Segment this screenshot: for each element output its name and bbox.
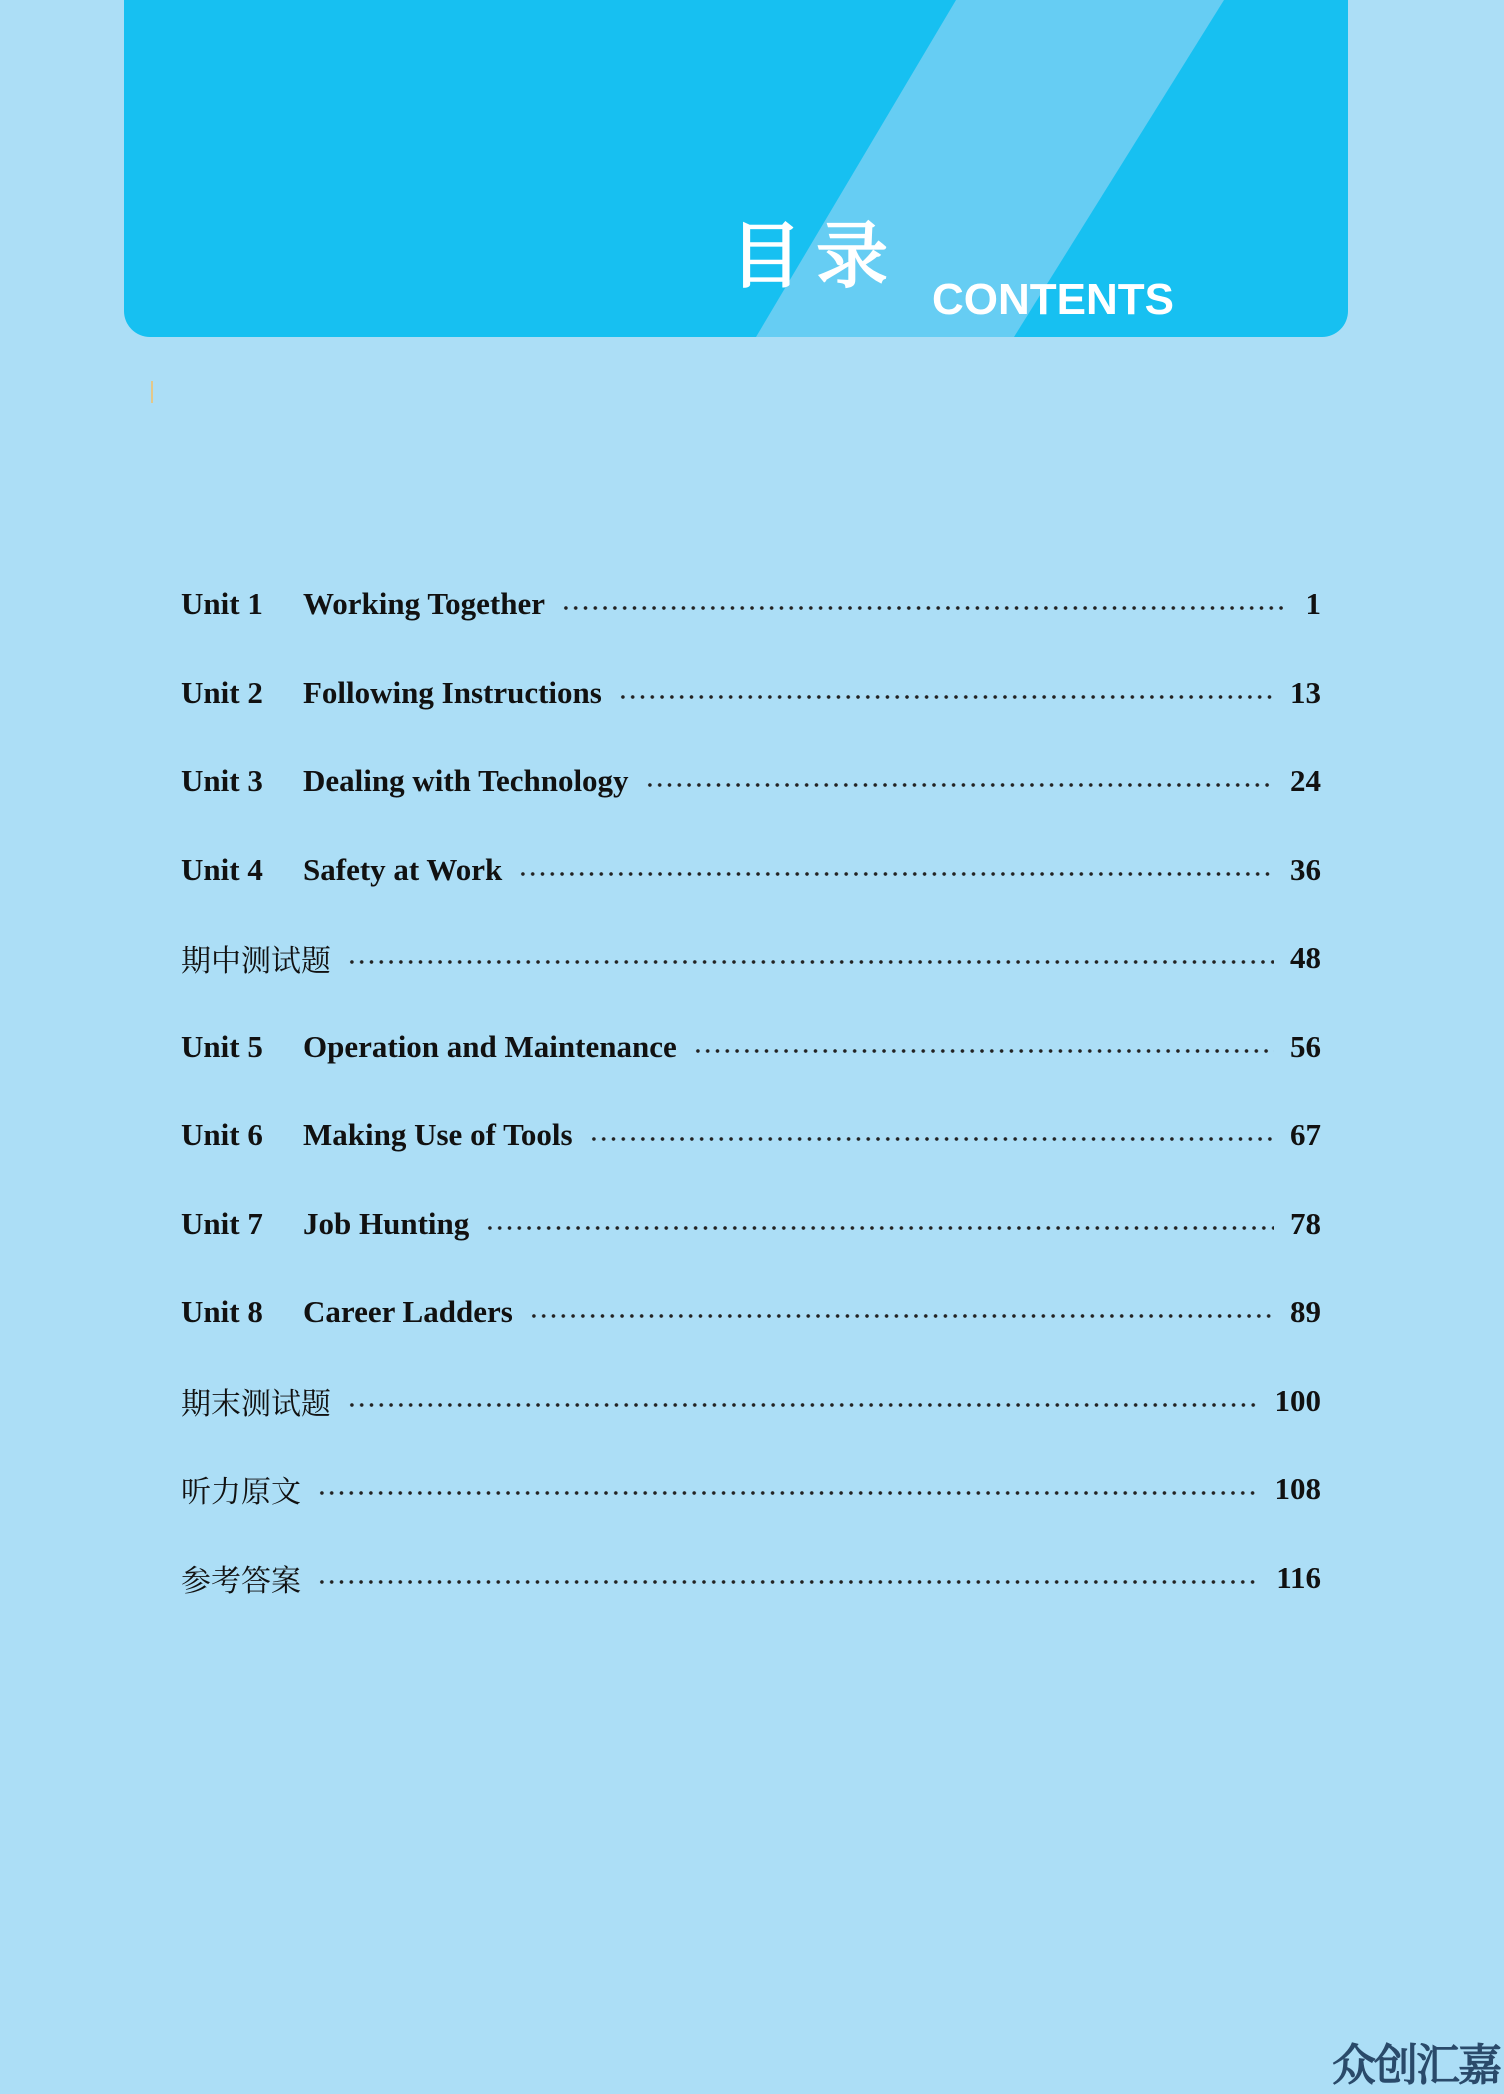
dot-leader (485, 1226, 1274, 1230)
toc-unit-number: Unit 5 (181, 1028, 263, 1064)
toc-unit-number: Unit 1 (181, 586, 263, 622)
toc-page-number: 1 (1305, 586, 1321, 622)
toc-entry-unit-6[interactable] (181, 1091, 1321, 1180)
dot-leader (317, 1491, 1259, 1495)
toc-entry-unit-8[interactable] (181, 1268, 1321, 1357)
toc-page-number: 89 (1290, 1294, 1321, 1330)
toc-page-number: 116 (1276, 1559, 1321, 1595)
toc-entry-title: Career Ladders (303, 1294, 513, 1330)
toc-entry-unit-1[interactable] (181, 560, 1321, 649)
toc-entry-title: Job Hunting (303, 1205, 470, 1241)
toc-entry-title: 参考答案 (181, 1563, 301, 1599)
toc-page-number: 67 (1290, 1117, 1321, 1153)
toc-page-number: 78 (1290, 1205, 1321, 1241)
dot-leader (618, 695, 1274, 699)
watermark-logo: 众创汇嘉 (1332, 2040, 1500, 2091)
toc-entry-unit-3[interactable] (181, 737, 1321, 826)
margin-mark (151, 381, 153, 403)
dot-leader (645, 783, 1274, 787)
toc-entry-title: Dealing with Technology (303, 763, 629, 799)
toc-entry-unit-5[interactable] (181, 1003, 1321, 1092)
toc-entry-listening-scripts[interactable] (181, 1445, 1321, 1534)
toc-entry-unit-2[interactable] (181, 649, 1321, 738)
toc-entry-title: Following Instructions (303, 674, 602, 710)
toc-entry-title: Working Together (303, 586, 546, 622)
toc-entry-title: Making Use of Tools (303, 1117, 573, 1153)
dot-leader (317, 1580, 1260, 1584)
toc-unit-number: Unit 6 (181, 1117, 263, 1153)
toc-entry-answer-key[interactable] (181, 1534, 1321, 1623)
toc-unit-number: Unit 8 (181, 1294, 263, 1330)
toc-entry-title: 期末测试题 (181, 1386, 331, 1422)
page-title-en: CONTENTS (932, 275, 1174, 324)
toc-page-number: 36 (1290, 851, 1321, 887)
toc-page-number: 48 (1290, 940, 1321, 976)
toc-entry-title: 听力原文 (181, 1475, 301, 1511)
dot-leader (347, 960, 1274, 964)
toc-entry-title: Safety at Work (303, 851, 503, 887)
toc-entry-final-test[interactable] (181, 1357, 1321, 1446)
toc-unit-number: Unit 7 (181, 1205, 263, 1241)
toc-page-number: 24 (1290, 763, 1321, 799)
dot-leader (518, 872, 1274, 876)
dot-leader (561, 606, 1283, 610)
toc-entry-unit-7[interactable] (181, 1180, 1321, 1269)
dot-leader (529, 1314, 1274, 1318)
dot-leader (347, 1403, 1259, 1407)
toc-entry-midterm-test[interactable] (181, 914, 1321, 1003)
toc-page-number: 100 (1274, 1382, 1321, 1418)
dot-leader (589, 1137, 1274, 1141)
toc-entry-title: 期中测试题 (181, 944, 331, 980)
toc-entry-title: Operation and Maintenance (303, 1028, 677, 1064)
dot-leader (693, 1049, 1274, 1053)
page-title-cn: 目录 (730, 214, 903, 298)
toc-page-number: 56 (1290, 1028, 1321, 1064)
toc-unit-number: Unit 2 (181, 674, 263, 710)
toc-page-number: 108 (1274, 1471, 1321, 1507)
toc-unit-number: Unit 3 (181, 763, 263, 799)
toc-page-number: 13 (1290, 674, 1321, 710)
table-of-contents (181, 560, 1321, 1622)
toc-unit-number: Unit 4 (181, 851, 263, 887)
toc-entry-unit-4[interactable] (181, 826, 1321, 915)
